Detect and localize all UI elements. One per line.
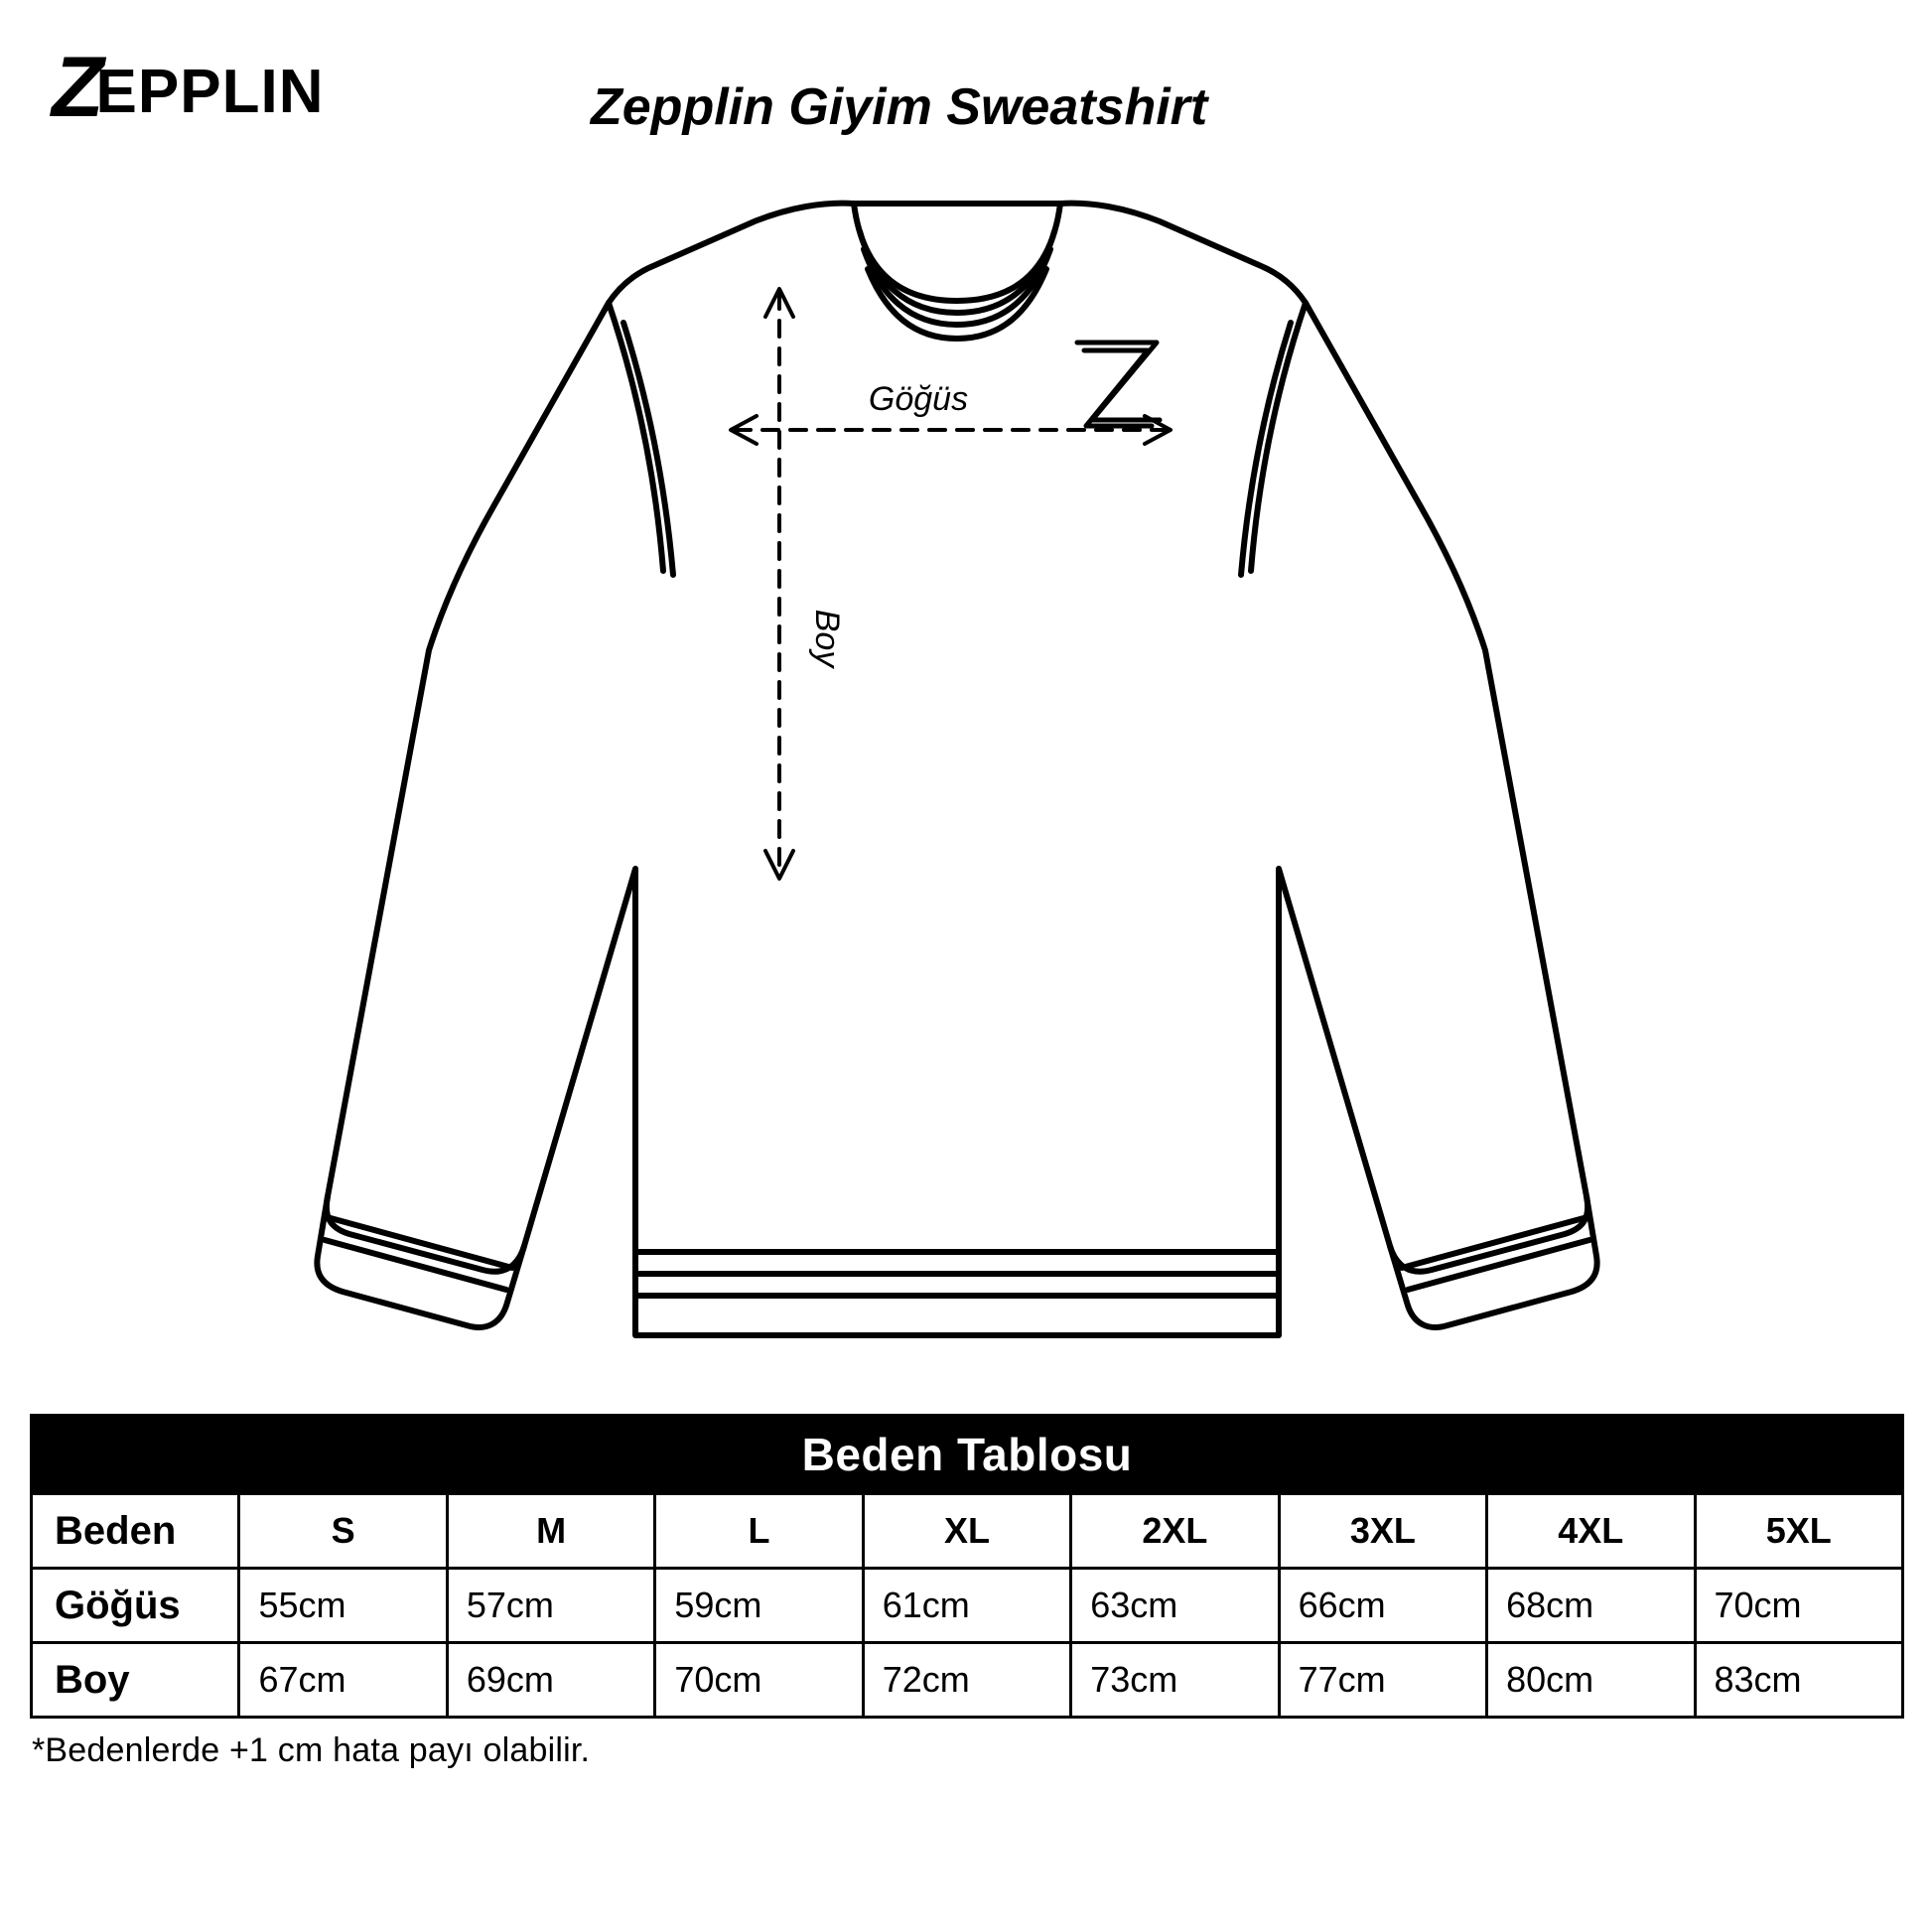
gogus-2xl: 63cm <box>1071 1569 1279 1643</box>
gogus-5xl: 70cm <box>1695 1569 1903 1643</box>
brand-logo <box>52 40 325 135</box>
gogus-3xl: 66cm <box>1279 1569 1486 1643</box>
length-dimension-label: Boy <box>808 609 846 668</box>
table-header-size-3xl: 3XL <box>1279 1494 1486 1569</box>
table-header-size-l: L <box>655 1494 863 1569</box>
sweatshirt-illustration <box>0 174 1932 1395</box>
table-row <box>32 1643 1903 1718</box>
table-header-size-5xl: 5XL <box>1695 1494 1903 1569</box>
table-row-label-gogus: Göğüs <box>32 1569 239 1643</box>
boy-5xl: 83cm <box>1695 1643 1903 1718</box>
gogus-m: 57cm <box>447 1569 654 1643</box>
table-title-row <box>32 1416 1903 1494</box>
page-header <box>0 0 1932 179</box>
size-table <box>30 1414 1904 1719</box>
page-title <box>591 78 1208 136</box>
garment-chest-logo-icon <box>1077 343 1160 426</box>
page-title-prefix: Zepplin Giyim <box>591 78 947 136</box>
table-header-size-xl: XL <box>863 1494 1070 1569</box>
brand-logo-z-icon: Z <box>52 40 102 135</box>
gogus-s: 55cm <box>239 1569 447 1643</box>
table-title: Beden Tablosu <box>32 1416 1903 1494</box>
gogus-4xl: 68cm <box>1487 1569 1695 1643</box>
boy-xl: 72cm <box>863 1643 1070 1718</box>
table-header-size-m: M <box>447 1494 654 1569</box>
gogus-l: 59cm <box>655 1569 863 1643</box>
table-header-size-4xl: 4XL <box>1487 1494 1695 1569</box>
table-row-label-boy: Boy <box>32 1643 239 1718</box>
boy-s: 67cm <box>239 1643 447 1718</box>
chest-dimension-label: Göğüs <box>868 380 969 418</box>
sweatshirt-drawing <box>0 174 1932 1395</box>
table-header-row <box>32 1494 1903 1569</box>
boy-l: 70cm <box>655 1643 863 1718</box>
boy-3xl: 77cm <box>1279 1643 1486 1718</box>
size-table-container <box>30 1414 1904 1719</box>
table-header-size-s: S <box>239 1494 447 1569</box>
page-title-product: Sweatshirt <box>946 78 1208 136</box>
table-row <box>32 1569 1903 1643</box>
table-header-beden: Beden <box>32 1494 239 1569</box>
boy-m: 69cm <box>447 1643 654 1718</box>
table-footnote: *Bedenlerde +1 cm hata payı olabilir. <box>32 1731 591 1769</box>
gogus-xl: 61cm <box>863 1569 1070 1643</box>
table-header-size-2xl: 2XL <box>1071 1494 1279 1569</box>
boy-4xl: 80cm <box>1487 1643 1695 1718</box>
boy-2xl: 73cm <box>1071 1643 1279 1718</box>
brand-logo-wordmark: EPPLIN <box>95 58 325 126</box>
